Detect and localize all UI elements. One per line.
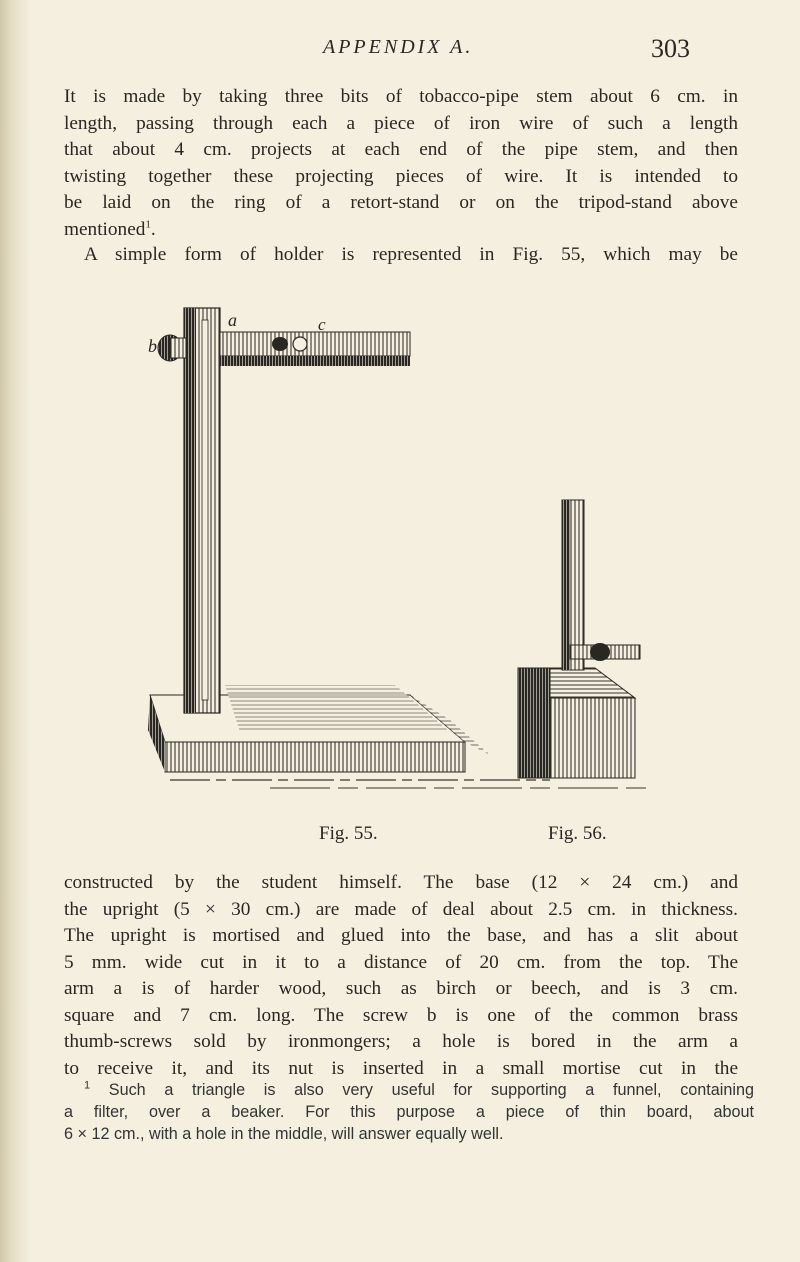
paragraph-1 xyxy=(64,84,738,243)
fig55-upright xyxy=(184,308,220,713)
figure-55-caption: Fig. 55. xyxy=(319,823,378,844)
sentence-period: . xyxy=(150,218,156,240)
label-c: c xyxy=(318,315,326,334)
paragraph-3-line: thumb-screws sold by ironmongers; a hole is bored in the arm a xyxy=(64,1031,738,1052)
footnote-line: a filter, over a beaker. For this purpose a piece of thin board, about xyxy=(64,1103,754,1121)
paragraph-1-line: length, passing through each a piece of iron wire of such a length xyxy=(64,112,738,134)
paragraph-3-line: The upright is mortised and glued into the base, and has a slit about xyxy=(64,925,738,946)
fig56-holder xyxy=(518,500,640,778)
paragraph-3-line: square and 7 cm. long. The screw b is one of the common brass xyxy=(64,1004,738,1026)
footnote-line: 6 × 12 cm., with a hole in the middle, will answer equally well. xyxy=(64,1125,504,1143)
footnote-reference[interactable]: 1 xyxy=(145,218,151,231)
paragraph-1-line: mentioned xyxy=(64,218,146,240)
paragraph-2 xyxy=(64,242,738,269)
paragraph-3-line: constructed by the student himself. The base (12 × 24 cm.) and xyxy=(64,872,738,893)
figure-holder-illustration xyxy=(130,300,680,820)
footnote-line: Such a triangle is also very useful for supporting a funnel, containing xyxy=(108,1081,754,1099)
paragraph-3 xyxy=(64,870,738,1082)
page-header xyxy=(0,34,800,74)
label-b: b xyxy=(148,336,157,356)
paragraph-2-line: A simple form of holder is represented in Fig. 55, which may be xyxy=(84,244,738,265)
footnote xyxy=(64,1079,754,1145)
page-binding-edge xyxy=(0,0,30,1262)
paragraph-3-line: arm a is of harder wood, such as birch or beech, and is 3 cm. xyxy=(64,978,738,999)
paragraph-1-line: be laid on the ring of a retort-stand or on the tripod-stand above xyxy=(64,192,738,213)
figure-56-caption: Fig. 56. xyxy=(548,823,607,844)
page-number: 303 xyxy=(651,34,690,63)
paragraph-1-line: It is made by taking three bits of tobacco-pipe stem about 6 cm. in xyxy=(64,86,738,107)
paragraph-1-last-line xyxy=(64,217,738,244)
footnote-first-line xyxy=(64,1079,754,1101)
paragraph-3-line: the upright (5 × 30 cm.) are made of deal about 2.5 cm. in thickness. xyxy=(64,898,738,920)
label-a: a xyxy=(228,310,237,330)
paragraph-3-line: to receive it, and its nut is inserted in a small mortise cut in the xyxy=(64,1057,738,1079)
running-title: APPENDIX A. xyxy=(323,36,474,58)
paragraph-3-line: 5 mm. wide cut in it to a distance of 20 cm. from the top. The xyxy=(64,951,738,973)
paragraph-1-line: twisting together these projecting pieces of wire. It is intended to xyxy=(64,165,738,187)
fig55-arm xyxy=(220,332,410,366)
fig55-thumb-screw xyxy=(158,335,186,361)
paragraph-1-line: that about 4 cm. projects at each end of the pipe stem, and then xyxy=(64,139,738,160)
footnote-marker: 1 xyxy=(84,1079,91,1092)
